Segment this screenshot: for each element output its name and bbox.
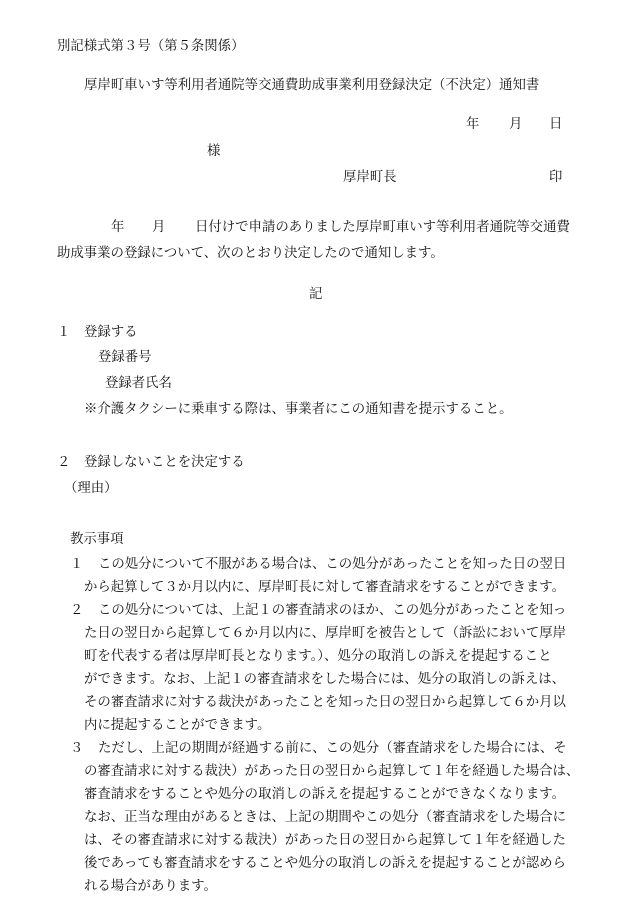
instructions-heading: 教示事項 [70,532,124,547]
instruction-1-number: １ [70,557,84,572]
instruction-3-number: ３ [70,741,84,756]
body-year-label: 年 [111,220,125,235]
body-line-1: 日付けで申請のありました厚岸町車いす等利用者通院等交通費 [195,220,570,235]
instruction-line: れる場合があります。 [84,879,217,894]
instruction-line: た日の翌日から起算して６か月以内に、厚岸町を被告として（訴訟において厚岸 [84,626,567,641]
addressee-honorific: 様 [207,144,221,159]
taxi-note: ※介護タクシーに乗車する際は、事業者にこの通知書を提示すること。 [84,402,513,417]
instruction-line: その審査請求に対する裁決があったことを知った日の翌日から起算して６か月以 [84,695,566,710]
instruction-line: から起算して３か月以内に、厚岸町長に対して審査請求をすることができます。 [84,580,565,595]
issuer-name: 厚岸町長 [343,170,397,185]
body-line-2: 助成事業の登録について、次のとおり決定したので通知します。 [57,246,444,261]
ki-marker: 記 [309,287,323,302]
registration-number-label: 登録番号 [98,350,152,365]
instruction-line: 後であっても審査請求をすることや処分の取消しの訴えを提起することが認めら [84,856,566,871]
issuer-seal: 印 [549,170,563,185]
instruction-line: ただし、上記の期間が経過する前に、この処分（審査請求をした場合には、そ [98,741,567,756]
form-label: 別記様式第３号（第５条関係） [57,39,245,54]
section-1-number: １ [57,325,71,340]
instruction-line: の審査請求に対する裁決）があった日の翌日から起算して１年を経過した場合は、 [84,764,580,779]
section-2-title: 登録しないことを決定する [84,455,245,470]
instruction-line: は、その審査請求に対する裁決）があった日の翌日から起算して１年を経過した [84,833,566,848]
section-2-number: ２ [57,455,71,470]
section-1-title: 登録する [84,325,138,340]
instruction-line: 内に提起することができます。 [84,718,271,733]
instruction-line: なお、正当な理由があるときは、上記の期間やこの処分（審査請求をした場合に [84,810,567,825]
date-day-label: 日 [549,117,563,132]
instruction-line: 審査請求をすることや処分の取消しの訴えを提起することができなくなります。 [84,787,565,802]
document-title: 厚岸町車いす等利用者通院等交通費助成事業利用登録決定（不決定）通知書 [84,78,540,93]
instruction-line: 町を代表する者は厚岸町長となります。）、処分の取消しの訴えを提起すること [84,649,552,664]
date-month-label: 月 [509,117,523,132]
body-month-label: 月 [152,220,166,235]
date-year-label: 年 [466,117,480,132]
instruction-line: この処分について不服がある場合は、この処分があったことを知った日の翌日 [98,557,567,572]
reason-label: （理由） [64,481,118,496]
registrant-name-label: 登録者氏名 [105,376,172,391]
instruction-2-number: ２ [70,603,84,618]
instruction-line: ができます。なお、上記１の審査請求をした場合には、処分の取消しの訴えは、 [84,672,565,687]
instruction-line: この処分については、上記１の審査請求のほか、この処分があったことを知っ [98,603,567,618]
